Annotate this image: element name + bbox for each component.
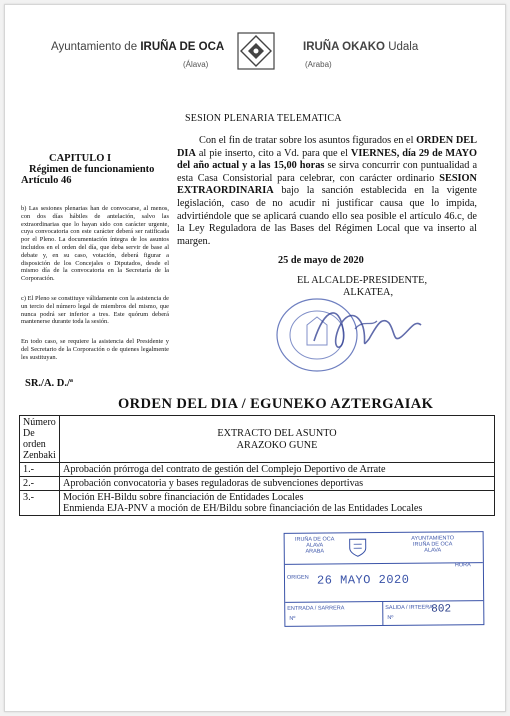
margin-paragraph-b: b) Las sesiones plenarias han de convocarse, al menos, con dos días hábiles de antelación, salvo las extraordinarias que lo hayan sido con carácter urgente, cuya convocatoria con este carácter deberá ser ratificada por el Pleno. La documentación íntegra de los asuntos incluidos en el orden del día, que deba servir de base al debate y, en su caso, votación, deberá figurar a disposición de los Concejales o Diputados, desde el mismo día de la convocatoria en la Secretaría de la Corporación. bbox=[21, 205, 169, 283]
stamp-n-label: Nº bbox=[289, 615, 296, 622]
header-right-subtitle: (Araba) bbox=[305, 60, 332, 69]
document-page bbox=[4, 4, 506, 712]
addressee-label: SR./A. D./ª bbox=[25, 378, 74, 389]
agenda-item-number: 1.- bbox=[20, 463, 60, 477]
session-title: SESION PLENARIA TELEMATICA bbox=[185, 113, 342, 124]
letter-date: 25 de mayo de 2020 bbox=[278, 255, 364, 266]
signature-scribble bbox=[309, 299, 427, 359]
margin-paragraph-c2: En todo caso, se requiere la asistencia del Presidente y del Secretario de la Corporación o de quienes legalmente les sustituyan. bbox=[21, 338, 169, 361]
margin-article-heading: Artículo 46 bbox=[21, 175, 72, 186]
municipal-logo-icon bbox=[237, 32, 275, 70]
margin-regimen-heading: Régimen de funcionamiento bbox=[29, 164, 155, 175]
stamp-origin-label: ORIGEN bbox=[286, 574, 309, 581]
stamp-salida-label: SALIDA / IRTEERA bbox=[385, 604, 433, 611]
agenda-item-text: Moción EH-Bildu sobre financiación de Entidades Locales Enmienda EJA-PNV a moción de EH/Bildu sobre financiación de las Entidades Locales bbox=[60, 491, 495, 516]
margin-chapter-heading: CAPITULO I bbox=[49, 153, 112, 164]
agenda-row bbox=[20, 477, 495, 491]
stamp-divider bbox=[285, 562, 483, 565]
header-left-title: Ayuntamiento de IRUÑA DE OCA bbox=[51, 41, 225, 53]
stamp-divider bbox=[382, 601, 383, 625]
stamp-divider bbox=[285, 600, 483, 603]
stamp-registry-number: 802 bbox=[431, 603, 452, 616]
stamp-hora-label: HORA bbox=[454, 562, 471, 569]
agenda-item-number: 3.- bbox=[20, 491, 60, 516]
header-right-title: IRUÑA OKAKO Udala bbox=[303, 41, 419, 53]
signer-title: EL ALCALDE-PRESIDENTE, bbox=[297, 275, 428, 286]
agenda-item-number: 2.- bbox=[20, 477, 60, 491]
margin-paragraph-c: c) El Pleno se constituye válidamente con la asistencia de un tercio del número legal de miembros del mismo, que nunca podrá ser inferior a tres. Este quórum deberá mantenerse durante toda la sesión. bbox=[21, 295, 169, 326]
registry-entry-stamp bbox=[284, 531, 485, 627]
stamp-crest-icon bbox=[347, 536, 369, 558]
agenda-extract-header: EXTRACTO DEL ASUNTO ARAZOKO GUNE bbox=[60, 416, 495, 463]
agenda-title: ORDEN DEL DIA / EGUNEKO AZTERGAIAK bbox=[118, 396, 434, 412]
agenda-header-row bbox=[20, 416, 495, 463]
header-left-subtitle: (Álava) bbox=[183, 60, 209, 69]
stamp-n-label-2: Nº bbox=[387, 614, 394, 621]
agenda-item-text: Aprobación prórroga del contrato de gestión del Complejo Deportivo de Arrate bbox=[60, 463, 495, 477]
agenda-item-text: Aprobación convocatoria y bases reguladoras de subvenciones deportivas bbox=[60, 477, 495, 491]
signer-title-basque: ALKATEA, bbox=[343, 287, 394, 298]
stamp-received-date: 26 MAYO 2020 bbox=[316, 572, 410, 588]
agenda-row bbox=[20, 463, 495, 477]
agenda-row bbox=[20, 491, 495, 516]
convocation-letter: Con el fin de tratar sobre los asuntos figurados en el ORDEN DEL DIA al pie inserto, cito a Vd. para que el VIERNES, día 29 de MAYO del año actual y a las 15,00 horas se sirva concurrir con puntualidad a esta Casa Consistorial para celebrar, con carácter ordinario SESION EXTRAORDINARIA bajo la sanción establecida en la vigente legislación, caso de no acudir ni justificar causa que lo impida, advirtiéndole que se aplicará cuando ello sea posible el artículo 46.c, de la Ley Reguladora de las Bases del Régimen Local que va inserto al margen. bbox=[177, 135, 478, 247]
agenda-table bbox=[19, 415, 495, 516]
stamp-org-right: AYUNTAMIENTO IRUÑA DE OCA ALAVA bbox=[411, 535, 455, 554]
agenda-number-header: Número De orden Zenbaki bbox=[20, 416, 60, 463]
stamp-entrada-label: ENTRADA / SARRERA bbox=[287, 605, 345, 612]
stamp-org-left: IRUÑA DE OCA ALAVA ARABA bbox=[294, 536, 335, 555]
